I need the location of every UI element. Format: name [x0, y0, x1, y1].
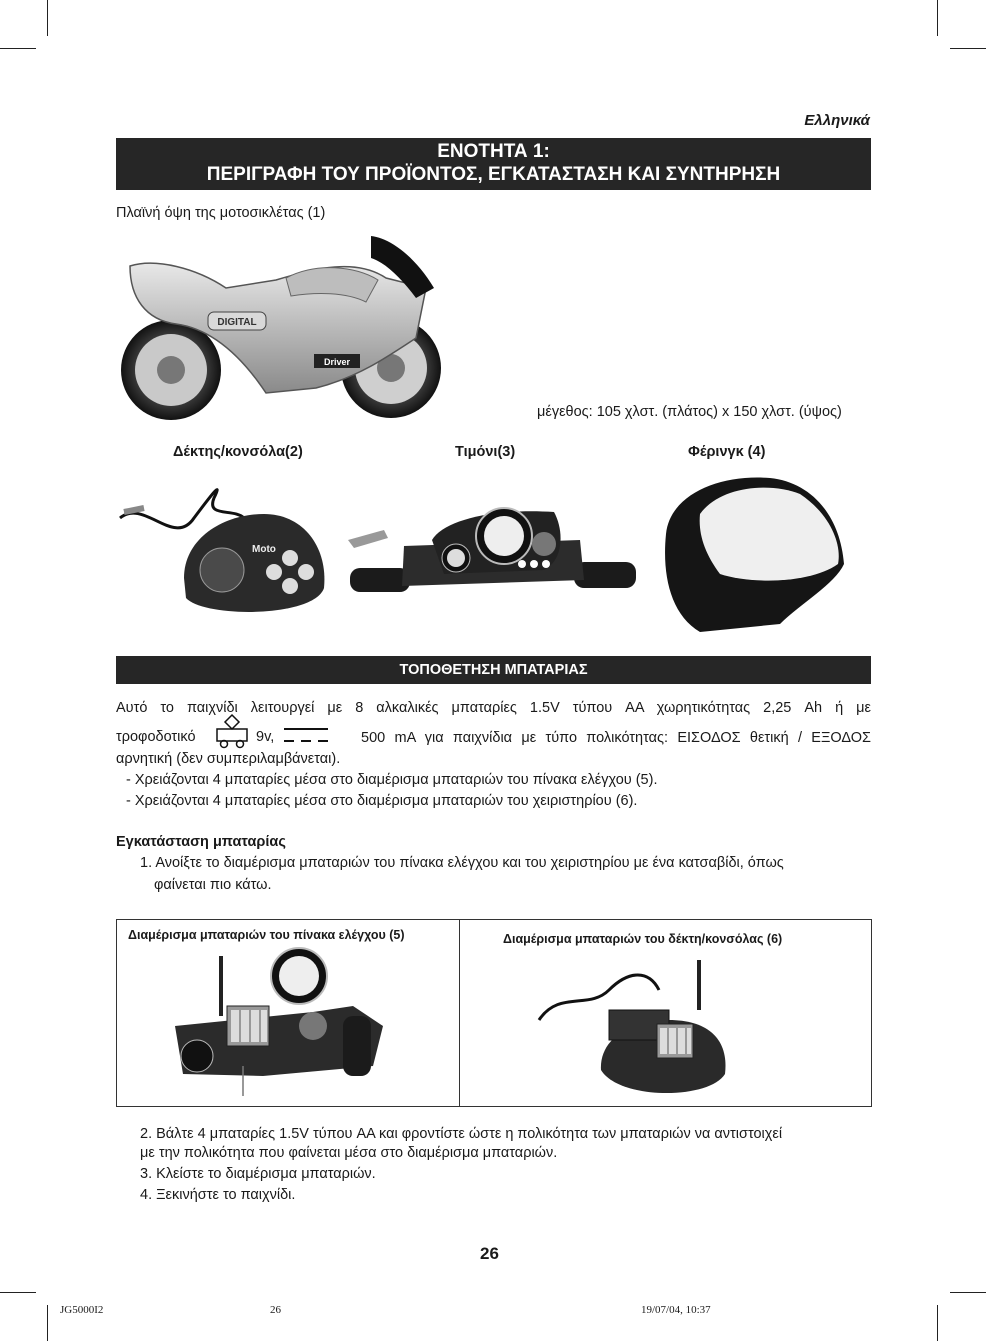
- fairing-image: [660, 474, 850, 634]
- footer-doc-code: JG5000I2: [60, 1304, 104, 1316]
- box-right-title: Διαμέρισμα μπαταριών του δέκτη/κονσόλας (6): [503, 932, 783, 946]
- crop-mark: [950, 48, 986, 49]
- battery-compartment-box: [116, 919, 872, 1107]
- battery-section-title: ΤΟΠΟΘΕΤΗΣΗ ΜΠΑΤΑΡΙΑΣ: [116, 656, 871, 684]
- size-caption: μέγεθος: 105 χλστ. (πλάτος) x 150 χλστ. (ύψος): [537, 404, 842, 420]
- section-title-line2: ΠΕΡΙΓΡΑΦΗ ΤΟΥ ΠΡΟΪΟΝΤΟΣ, ΕΓΚΑΤΑΣΤΑΣΗ ΚΑΙ ΣΥΝΤΗΡΗΣΗ: [206, 164, 781, 185]
- crop-mark: [0, 1292, 36, 1293]
- digital-badge: DIGITAL: [217, 317, 257, 328]
- driver-badge: Driver: [323, 357, 351, 367]
- control-panel-compartment-image: [173, 946, 463, 1096]
- crop-mark: [0, 48, 36, 49]
- language-label: Ελληνικά: [804, 112, 870, 129]
- battery-bullet: - Χρειάζονται 4 μπαταρίες μέσα στο διαμέρισμα μπαταριών του χειριστηρίου (6).: [126, 793, 638, 809]
- box-left-title: Διαμέρισμα μπαταριών του πίνακα ελέγχου (5): [128, 928, 405, 942]
- side-view-caption: Πλαϊνή όψη της μοτοσικλέτας (1): [116, 205, 326, 221]
- section-title-banner: [116, 138, 871, 190]
- install-step4: 4. Ξεκινήστε το παιχνίδι.: [140, 1187, 296, 1203]
- footer-timestamp: 19/07/04, 10:37: [641, 1304, 711, 1316]
- component-label-fairing: Φέρινγκ (4): [688, 444, 766, 460]
- crop-mark: [47, 1305, 48, 1341]
- section-title-line1: ΕΝΟΤΗΤΑ 1:: [437, 141, 550, 162]
- adapter-plug-icon: [215, 713, 249, 749]
- crop-mark: [47, 0, 48, 36]
- install-step2-line1: 2. Βάλτε 4 μπαταρίες 1.5V τύπου AA και φροντίστε ώστε η πολικότητα των μπαταριών να αντιστοιχεί: [140, 1126, 783, 1142]
- battery-intro-line1: Αυτό το παιχνίδι λειτουργεί με 8 αλκαλικές μπαταρίες 1.5V τύπου AA χωρητικότητας 2,25 Ah ή με: [116, 700, 871, 716]
- receiver-compartment-image: [529, 950, 739, 1100]
- page-number: 26: [480, 1244, 499, 1263]
- moto-badge: Moto: [252, 544, 276, 555]
- install-step1-line1: 1. Ανοίξτε το διαμέρισμα μπαταριών του πίνακα ελέγχου και του χειριστηρίου με ένα κατσαβίδι, όπως: [140, 855, 784, 871]
- battery-intro-line3: αρνητική (δεν συμπεριλαμβάνεται).: [116, 751, 341, 767]
- component-label-steering: Τιμόνι(3): [455, 444, 516, 460]
- battery-intro-line2a: τροφοδοτικό: [116, 729, 196, 745]
- handlebar-image: [344, 500, 642, 615]
- crop-mark: [950, 1292, 986, 1293]
- battery-bullet: - Χρειάζονται 4 μπαταρίες μέσα στο διαμέρισμα μπαταριών του πίνακα ελέγχου (5).: [126, 772, 658, 788]
- dc-symbol-icon: [282, 726, 330, 746]
- crop-mark: [937, 1305, 938, 1341]
- component-label-receiver: Δέκτης/κονσόλα(2): [173, 444, 303, 460]
- crop-mark: [937, 0, 938, 36]
- battery-intro-line2b: 9v,: [256, 729, 275, 745]
- install-step2-line2: με την πολικότητα που φαίνεται μέσα στο διαμέρισμα μπαταριών.: [140, 1145, 558, 1161]
- install-heading: Εγκατάσταση μπαταρίας: [116, 834, 286, 850]
- motorcycle-image: [116, 228, 446, 420]
- receiver-console-image: [114, 478, 332, 630]
- install-step1-line2: φαίνεται πιο κάτω.: [154, 877, 272, 893]
- footer-page: 26: [270, 1304, 281, 1316]
- battery-intro-line2c: 500 mA για παιχνίδια με τύπο πολικότητας: ΕΙΣΟΔΟΣ θετική / ΕΞΟΔΟΣ: [361, 730, 871, 746]
- install-step3: 3. Κλείστε το διαμέρισμα μπαταριών.: [140, 1166, 376, 1182]
